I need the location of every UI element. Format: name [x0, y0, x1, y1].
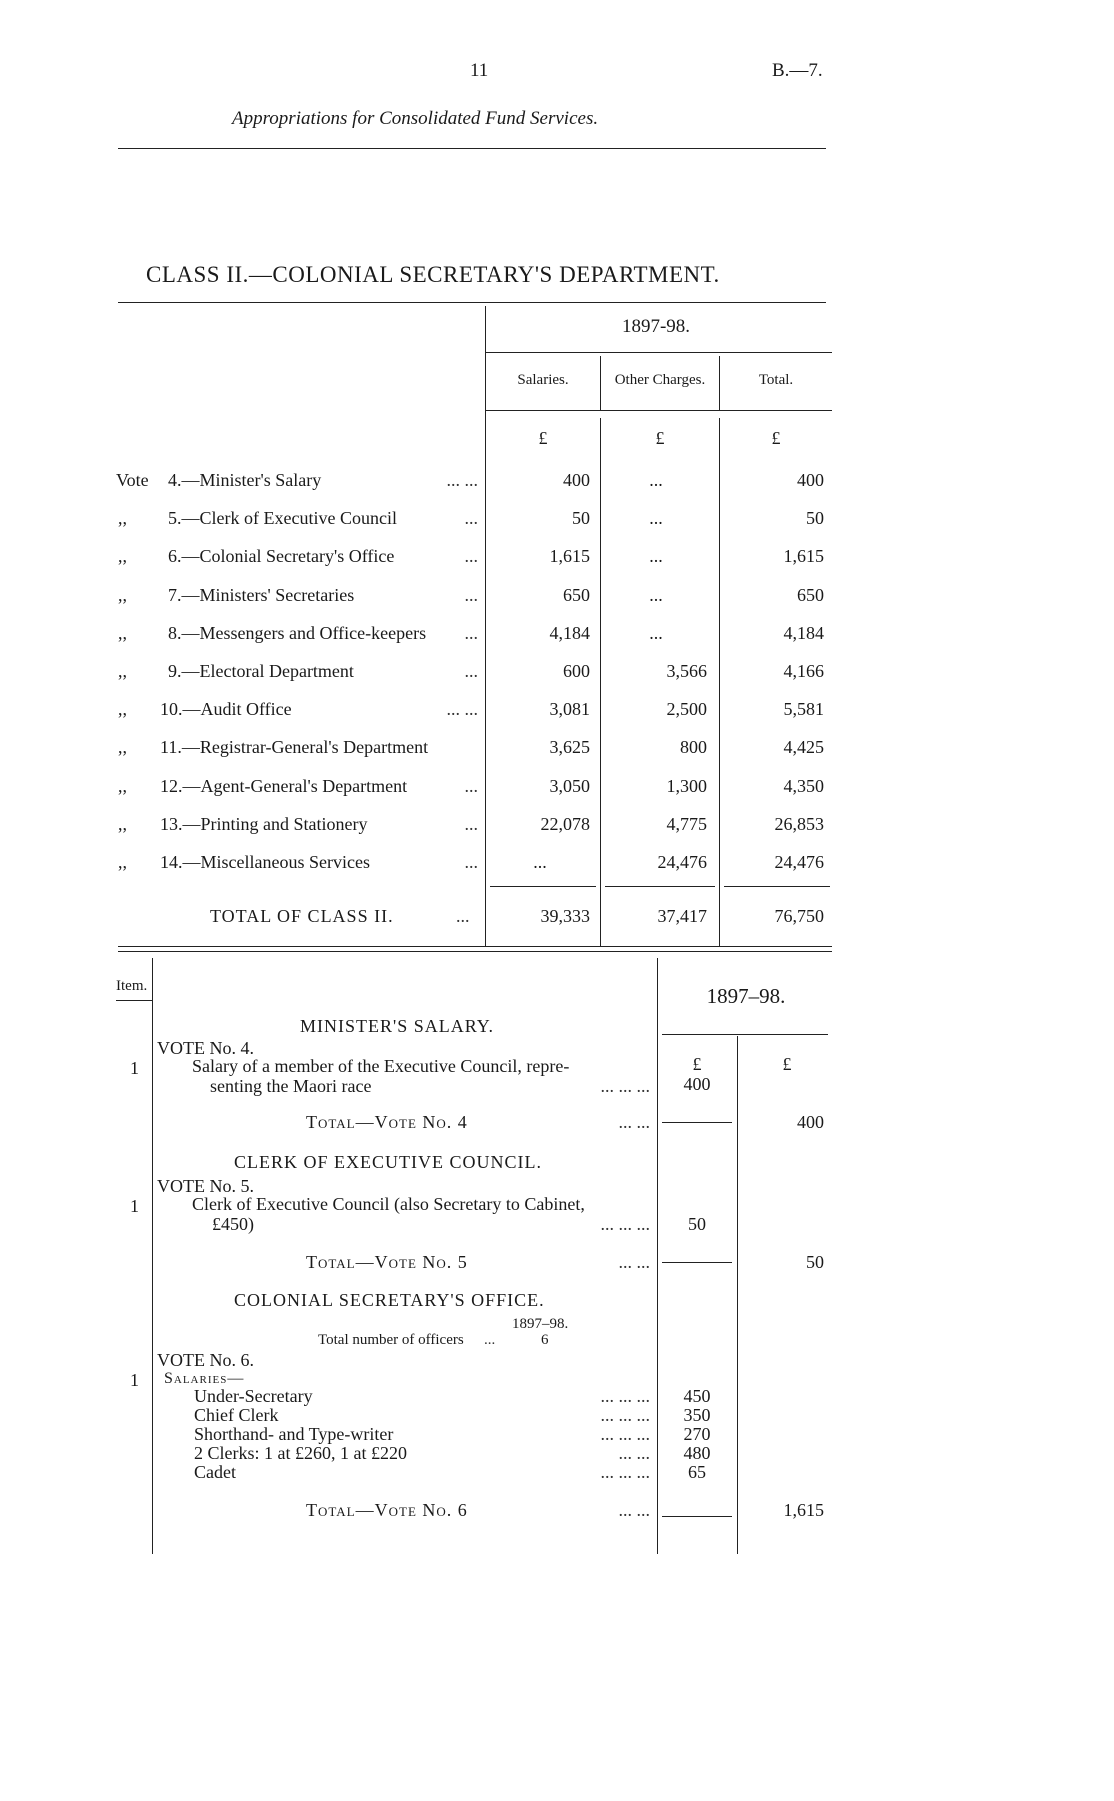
total-class-dots: ... — [456, 906, 470, 926]
summary-row-7-vote-label: 10.—Audit Office — [160, 699, 292, 719]
minister-vote-label: VOTE No. 4. — [157, 1038, 254, 1058]
colonial-officers-count: 6 — [541, 1332, 549, 1348]
clerk-total-dots: ... ... — [618, 1252, 650, 1272]
summary-row-6-other-charges-value: 3,566 — [666, 661, 707, 681]
total-total-value: 76,750 — [774, 906, 824, 926]
summary-row-6-vote-dots: ... — [464, 661, 478, 681]
colonial-salary-item-2-label: Chief Clerk — [194, 1405, 279, 1425]
colonial-total-dots: ... ... — [618, 1500, 650, 1520]
minister-total-amount: 400 — [797, 1112, 824, 1132]
summary-row-2-salaries-value: 50 — [572, 508, 590, 528]
summary-row-5-vote-label: 8.—Messengers and Office-keepers — [168, 623, 427, 643]
item-column-rule — [152, 958, 153, 1554]
minister-amount: 400 — [683, 1074, 711, 1094]
clerk-item-number: 1 — [130, 1196, 139, 1216]
minister-heading: MINISTER'S SALARY. — [300, 1016, 494, 1036]
currency-other: £ — [655, 428, 665, 448]
summary-row-9-vote-dots: ... — [464, 776, 478, 796]
col-rule-left — [485, 306, 486, 946]
col-rule-mid-header — [600, 356, 601, 410]
clerk-desc-line1: Clerk of Executive Council (also Secretary to Cabinet, — [192, 1194, 585, 1214]
summary-row-11-vote-label: 14.—Miscellaneous Services — [160, 852, 370, 872]
year-rule — [486, 352, 832, 353]
summary-row-1-total-value: 400 — [797, 470, 824, 490]
amount-column-rule — [657, 958, 658, 1554]
summary-row-4-salaries-value: 650 — [563, 585, 590, 605]
summary-row-1-vote-dots: ... ... — [446, 470, 478, 490]
summary-row-8-total-value: 4,425 — [783, 737, 824, 757]
class-title: CLASS II.—COLONIAL SECRETARY'S DEPARTMENT. — [146, 262, 720, 287]
summary-row-1-other-charges-value: ... — [649, 470, 663, 490]
colonial-salary-item-4-amount: 480 — [683, 1443, 711, 1463]
col-rule-mid — [600, 418, 601, 946]
summary-row-9-vote-label: 12.—Agent-General's Department — [160, 776, 408, 796]
clerk-total-label: Total—Vote No. 5 — [306, 1252, 468, 1272]
colonial-salary-item-3-dots: ... ... ... — [600, 1424, 650, 1444]
colonial-salary-item-5-amount: 65 — [688, 1462, 706, 1482]
summary-row-10-vote-label: 13.—Printing and Stationery — [160, 814, 368, 834]
colonial-salary-item-3-amount: 270 — [683, 1424, 711, 1444]
summary-row-10-salaries-value: 22,078 — [540, 814, 590, 834]
summary-row-9-ditto-mark: ,, — [118, 776, 127, 796]
detail-year-header: 1897–98. — [706, 984, 786, 1008]
clerk-dots: ... ... ... — [600, 1214, 650, 1234]
minister-desc-line2: senting the Maori race — [210, 1076, 372, 1096]
minister-dots: ... ... ... — [600, 1076, 650, 1096]
document-reference: B.—7. — [772, 60, 823, 81]
colonial-heading: COLONIAL SECRETARY'S OFFICE. — [234, 1290, 545, 1310]
colonial-salary-item-1-label: Under-Secretary — [194, 1386, 313, 1406]
col-salaries-header: Salaries. — [517, 372, 569, 388]
page-subtitle: Appropriations for Consolidated Fund Services. — [232, 108, 599, 129]
summary-row-3-other-charges-value: ... — [649, 546, 663, 566]
section-rule-lower — [118, 951, 832, 952]
summary-row-7-vote-dots: ... ... — [446, 699, 478, 719]
subtotal-column-rule — [737, 1036, 738, 1554]
colonial-salary-item-2-dots: ... ... ... — [600, 1405, 650, 1425]
summary-row-4-vote-dots: ... — [464, 585, 478, 605]
summary-row-3-total-value: 1,615 — [783, 546, 824, 566]
item-header-rule — [116, 1000, 152, 1001]
summary-row-2-ditto-mark: ,, — [118, 508, 127, 528]
clerk-amount: 50 — [688, 1214, 706, 1234]
summary-row-5-total-value: 4,184 — [783, 623, 824, 643]
summary-row-3-vote-label: 6.—Colonial Secretary's Office — [168, 546, 395, 566]
total-rule-salaries — [490, 886, 596, 887]
colonial-subtotal-rule — [662, 1516, 732, 1517]
currency-salaries: £ — [538, 428, 548, 448]
summary-row-10-other-charges-value: 4,775 — [666, 814, 707, 834]
total-rule-total — [724, 886, 830, 887]
summary-row-2-vote-dots: ... — [464, 508, 478, 528]
summary-row-11-vote-dots: ... — [464, 852, 478, 872]
total-class-label: TOTAL OF CLASS II. — [210, 906, 394, 926]
summary-row-11-other-charges-value: 24,476 — [657, 852, 707, 872]
colonial-salary-item-2-amount: 350 — [683, 1405, 711, 1425]
minister-total-label: Total—Vote No. 4 — [306, 1112, 468, 1132]
total-other-value: 37,417 — [657, 906, 707, 926]
detail-year-rule — [662, 1034, 828, 1035]
summary-row-1-salaries-value: 400 — [563, 470, 590, 490]
page-number: 11 — [470, 60, 489, 81]
summary-row-8-other-charges-value: 800 — [680, 737, 707, 757]
summary-row-10-vote-dots: ... — [464, 814, 478, 834]
summary-row-3-salaries-value: 1,615 — [549, 546, 590, 566]
summary-row-6-salaries-value: 600 — [563, 661, 590, 681]
minister-total-dots: ... ... — [618, 1112, 650, 1132]
summary-row-7-salaries-value: 3,081 — [549, 699, 590, 719]
summary-row-6-vote-label: 9.—Electoral Department — [168, 661, 354, 681]
minister-currency-sub: £ — [692, 1054, 702, 1074]
colonial-salary-item-4-dots: ... ... — [618, 1443, 650, 1463]
colonial-total-label: Total—Vote No. 6 — [306, 1500, 468, 1520]
subheader-rule — [486, 410, 832, 411]
summary-row-4-total-value: 650 — [797, 585, 824, 605]
colonial-salary-item-1-amount: 450 — [683, 1386, 711, 1406]
colonial-salary-item-5-label: Cadet — [194, 1462, 236, 1482]
minister-desc-line1: Salary of a member of the Executive Council, repre- — [192, 1056, 570, 1076]
col-rule-right — [719, 418, 720, 946]
summary-row-8-vote-label: 11.—Registrar-General's Department — [160, 737, 429, 757]
colonial-total-amount: 1,615 — [783, 1500, 824, 1520]
clerk-vote-label: VOTE No. 5. — [157, 1176, 254, 1196]
colonial-salary-item-5-dots: ... ... ... — [600, 1462, 650, 1482]
summary-row-8-ditto-mark: ,, — [118, 737, 127, 757]
summary-row-6-total-value: 4,166 — [783, 661, 824, 681]
header-rule — [118, 148, 826, 149]
summary-row-5-salaries-value: 4,184 — [549, 623, 590, 643]
total-rule-other — [605, 886, 715, 887]
colonial-salary-item-4-label: 2 Clerks: 1 at £260, 1 at £220 — [194, 1443, 407, 1463]
summary-row-7-ditto-mark: ,, — [118, 699, 127, 719]
class-title-rule — [118, 302, 826, 303]
colonial-officers-label: Total number of officers — [318, 1332, 464, 1348]
summary-row-5-ditto-mark: ,, — [118, 623, 127, 643]
colonial-vote-label: VOTE No. 6. — [157, 1350, 254, 1370]
col-rule-right-header — [719, 356, 720, 410]
col-total-header: Total. — [758, 372, 794, 388]
summary-row-7-total-value: 5,581 — [783, 699, 824, 719]
vote-prefix: Vote — [116, 470, 149, 490]
summary-row-11-salaries-value: ... — [533, 852, 547, 872]
clerk-heading: CLERK OF EXECUTIVE COUNCIL. — [234, 1152, 542, 1172]
summary-row-9-total-value: 4,350 — [783, 776, 824, 796]
col-other-charges-header: Other Charges. — [614, 372, 706, 388]
summary-row-10-ditto-mark: ,, — [118, 814, 127, 834]
clerk-desc-line2: £450) — [212, 1214, 254, 1234]
summary-row-1-vote-label: 4.—Minister's Salary — [168, 470, 322, 490]
summary-row-10-total-value: 26,853 — [774, 814, 824, 834]
currency-total: £ — [771, 428, 781, 448]
summary-row-9-other-charges-value: 1,300 — [666, 776, 707, 796]
summary-row-2-total-value: 50 — [806, 508, 824, 528]
summary-row-11-total-value: 24,476 — [774, 852, 824, 872]
minister-currency-total: £ — [782, 1054, 792, 1074]
summary-row-5-vote-dots: ... — [464, 623, 478, 643]
summary-row-6-ditto-mark: ,, — [118, 661, 127, 681]
summary-row-3-ditto-mark: ,, — [118, 546, 127, 566]
summary-row-7-other-charges-value: 2,500 — [666, 699, 707, 719]
section-rule-upper — [118, 946, 832, 947]
colonial-officers-dots: ... — [484, 1332, 496, 1348]
summary-row-2-other-charges-value: ... — [649, 508, 663, 528]
summary-row-3-vote-dots: ... — [464, 546, 478, 566]
minister-subtotal-rule — [662, 1122, 732, 1123]
summary-year-header: 1897-98. — [621, 316, 691, 337]
item-column-header: Item. — [116, 978, 148, 994]
summary-row-4-ditto-mark: ,, — [118, 585, 127, 605]
colonial-officers-year: 1897–98. — [512, 1316, 569, 1332]
summary-row-5-other-charges-value: ... — [649, 623, 663, 643]
colonial-salary-item-3-label: Shorthand- and Type-writer — [194, 1424, 394, 1444]
summary-row-2-vote-label: 5.—Clerk of Executive Council — [168, 508, 397, 528]
summary-row-8-salaries-value: 3,625 — [549, 737, 590, 757]
summary-row-4-vote-label: 7.—Ministers' Secretaries — [168, 585, 355, 605]
clerk-total-amount: 50 — [806, 1252, 824, 1272]
total-salaries-value: 39,333 — [540, 906, 590, 926]
clerk-subtotal-rule — [662, 1262, 732, 1263]
summary-row-4-other-charges-value: ... — [649, 585, 663, 605]
summary-row-9-salaries-value: 3,050 — [549, 776, 590, 796]
summary-row-11-ditto-mark: ,, — [118, 852, 127, 872]
colonial-salary-item-1-dots: ... ... ... — [600, 1386, 650, 1406]
colonial-salaries-label: Salaries— — [164, 1370, 245, 1387]
minister-item-number: 1 — [130, 1058, 139, 1078]
colonial-item-number: 1 — [130, 1370, 139, 1390]
